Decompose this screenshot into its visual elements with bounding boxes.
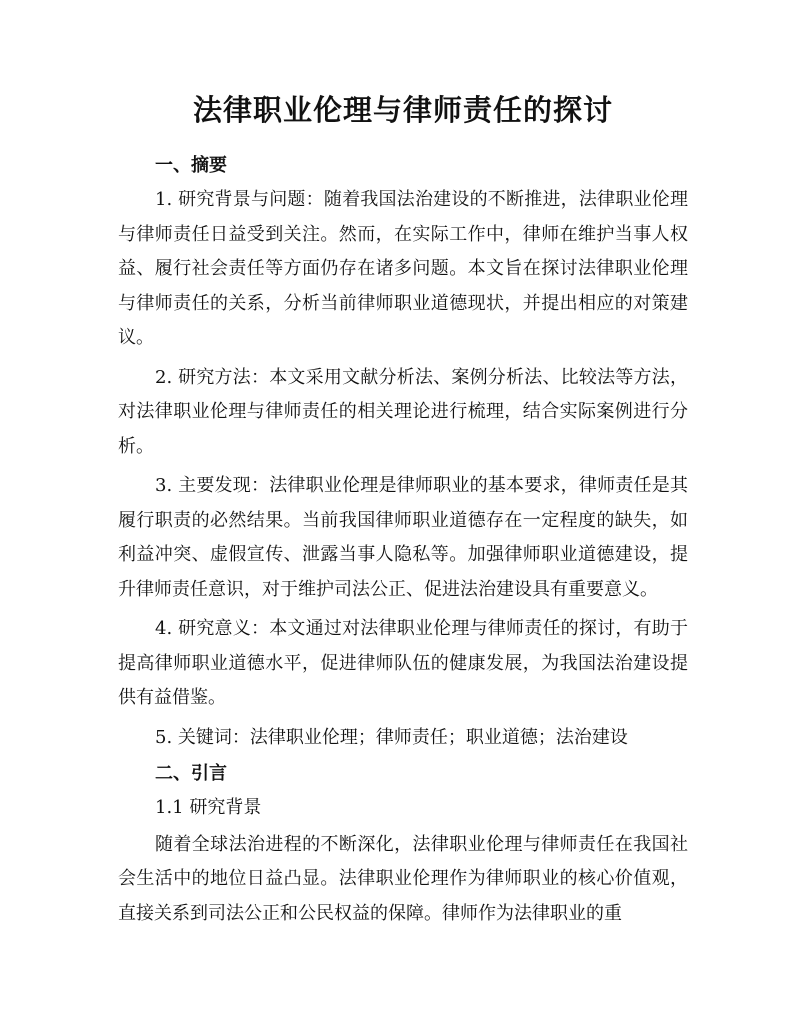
abstract-paragraph-2: 2. 研究方法：本文采用文献分析法、案例分析法、比较法等方法，对法律职业伦理与律师责任的相关理论进行梳理，结合实际案例进行分析。 (118, 366, 688, 457)
abstract-paragraph-1: 1. 研究背景与问题：随着我国法治建设的不断推进，法律职业伦理与律师责任日益受到关注。然而，在实际工作中，律师在维护当事人权益、履行社会责任等方面仍存在诸多问题。本文旨在探讨法律职业伦理与律师责任的关系，分析当前律师职业道德现状，并提出相应的对策建议。 (118, 189, 688, 348)
section-heading-abstract: 一、摘要 (155, 155, 227, 176)
introduction-paragraph-1: 随着全球法治进程的不断深化，法律职业伦理与律师责任在我国社会生活中的地位日益凸显。法律职业伦理作为律师职业的核心价值观，直接关系到司法公正和公民权益的保障。律师作为法律职业的重 (118, 833, 688, 924)
section-heading-introduction: 二、引言 (155, 763, 227, 784)
document-page (118, 90, 688, 936)
keywords-paragraph: 5. 关键词：法律职业伦理；律师责任；职业道德；法治建设 (155, 726, 628, 748)
subsection-heading-research-background: 1.1 研究背景 (155, 797, 262, 818)
abstract-paragraph-4: 4. 研究意义：本文通过对法律职业伦理与律师责任的探讨，有助于提高律师职业道德水平，促进律师队伍的健康发展，为我国法治建设提供有益借鉴。 (118, 618, 688, 708)
document-title: 法律职业伦理与律师责任的探讨 (192, 93, 613, 127)
abstract-paragraph-3: 3. 主要发现：法律职业伦理是律师职业的基本要求，律师责任是其履行职责的必然结果。当前我国律师职业道德存在一定程度的缺失，如利益冲突、虚假宣传、泄露当事人隐私等。加强律师职业道德建设，提升律师责任意识，对于维护司法公正、促进法治建设具有重要意义。 (118, 475, 688, 600)
